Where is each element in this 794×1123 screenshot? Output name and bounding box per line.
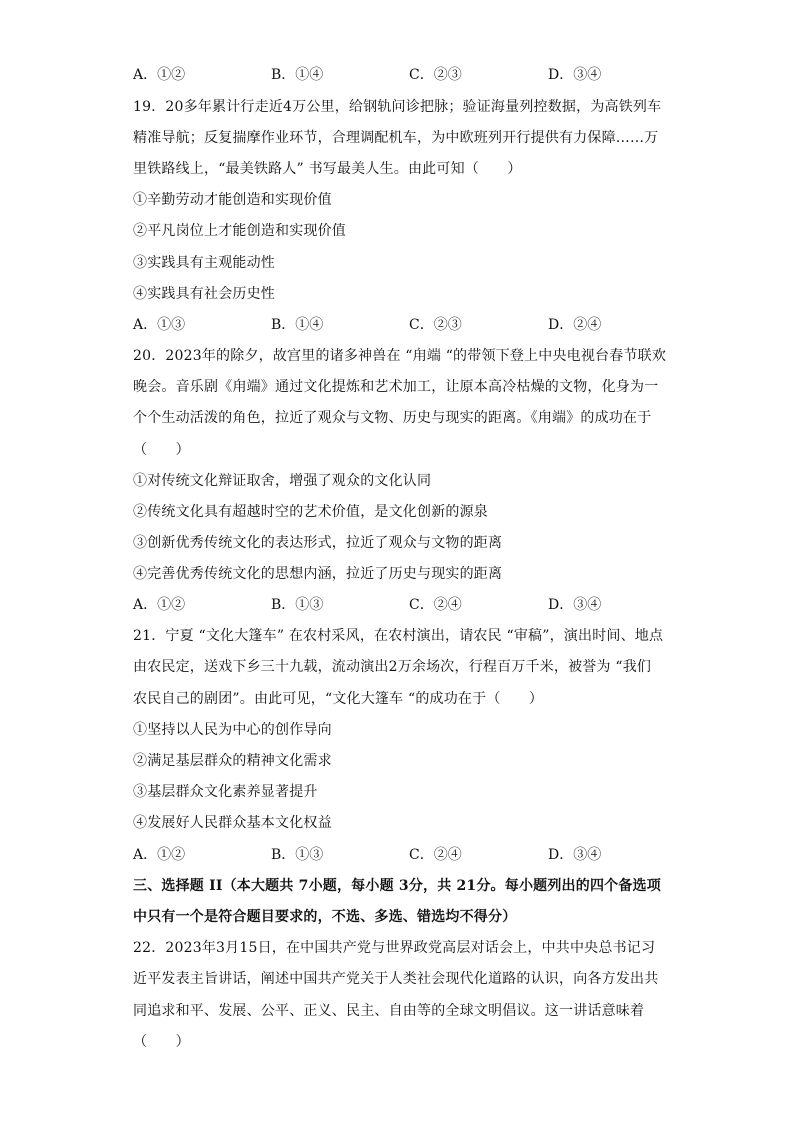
q20-statement-3: ③创新优秀传统文化的表达形式，拉近了观众与文物的距离 [133, 535, 503, 551]
q18-options [133, 65, 663, 85]
q18-option-d[interactable]: D．③④ [548, 67, 602, 83]
q21-option-b[interactable]: B．①③ [271, 847, 324, 863]
q20-options [133, 595, 663, 615]
q20-option-b[interactable]: B．①③ [271, 597, 324, 613]
q20-stem-line-2: 晚会。音乐剧《甪端》通过文化提炼和艺术加工，让原本高冷枯燥的文物，化身为一 [133, 379, 659, 395]
q21-statement-4: ④发展好人民群众基本文化权益 [133, 815, 332, 831]
q21-stem-line-2: 由农民定，送戏下乡三十九载，流动演出2万余场次，行程百万千米，被誉为 “我们 [133, 659, 652, 675]
q20-statement-4: ④完善优秀传统文化的思想内涵，拉近了历史与现实的距离 [133, 566, 503, 582]
section-3-heading-line-1: 三、选择题 II（本大题共 7小题，每小题 3分，共 21分。每小题列出的四个备选项 [133, 878, 661, 894]
q21-options [133, 845, 663, 865]
section-3-heading-line-2: 中只有一个是符合题目要求的，不选、多选、错选均不得分） [133, 909, 517, 925]
q18-option-c[interactable]: C．②③ [409, 67, 462, 83]
q19-stem-line-3: 里铁路线上，“最美铁路人” 书写最美人生。由此可知（ ） [133, 161, 522, 177]
q18-option-a[interactable]: A．①② [133, 67, 186, 83]
q19-option-c[interactable]: C．②③ [409, 317, 462, 333]
q20-stem-line-4: （ ） [133, 442, 190, 458]
q19-statement-3: ③实践具有主观能动性 [133, 255, 275, 271]
q19-stem-line-2: 精准导航；反复揣摩作业环节，合理调配机车，为中欧班列开行提供有力保障……万 [133, 130, 659, 146]
q21-statement-1: ①坚持以人民为中心的创作导向 [133, 722, 332, 738]
q20-statement-1: ①对传统文化辩证取舍，增强了观众的文化认同 [133, 473, 432, 489]
q19-option-a[interactable]: A．①③ [133, 317, 186, 333]
q21-stem-line-1: 21．宁夏 “文化大篷车” 在农村采风，在农村演出，请农民 “审稿”，演出时间、地点 [133, 628, 664, 644]
q22-stem-line-3: 同追求和平、发展、公平、正义、民主、自由等的全球文明倡议。这一讲话意味着 [133, 1003, 645, 1019]
q21-option-c[interactable]: C．②④ [409, 847, 462, 863]
q20-option-c[interactable]: C．②④ [409, 597, 462, 613]
q20-stem-line-1: 20．2023年的除夕，故宫里的诸多神兽在 “甪端 “的带领下登上中央电视台春节联欢 [133, 348, 667, 364]
q21-option-a[interactable]: A．①② [133, 847, 186, 863]
q19-statement-1: ①辛勤劳动才能创造和实现价值 [133, 192, 332, 208]
q19-stem-line-1: 19．20多年累计行走近4万公里，给钢轨问诊把脉；验证海量列控数据，为高铁列车 [133, 99, 662, 115]
q22-stem-line-4: （ ） [133, 1034, 190, 1050]
q20-option-a[interactable]: A．①② [133, 597, 186, 613]
q19-option-d[interactable]: D．②④ [548, 317, 602, 333]
q21-option-d[interactable]: D．③④ [548, 847, 602, 863]
q21-stem-line-3: 农民自己的剧团”。由此可见，“文化大篷车 “的成功在于（ ） [133, 691, 544, 707]
q19-statement-2: ②平凡岗位上才能创造和实现价值 [133, 223, 346, 239]
q21-statement-3: ③基层群众文化素养显著提升 [133, 784, 318, 800]
q19-options [133, 315, 663, 335]
q20-statement-2: ②传统文化具有超越时空的艺术价值，是文化创新的源泉 [133, 504, 488, 520]
q22-stem-line-1: 22．2023年3月15日，在中国共产党与世界政党高层对话会上，中共中央总书记习 [133, 940, 656, 956]
q22-stem-line-2: 近平发表主旨讲话，阐述中国共产党关于人类社会现代化道路的认识，向各方发出共 [133, 971, 659, 987]
q20-stem-line-3: 个个生动活泼的角色，拉近了观众与文物、历史与现实的距离。《甪端》的成功在于 [133, 410, 652, 426]
q18-option-b[interactable]: B．①④ [271, 67, 324, 83]
q20-option-d[interactable]: D．③④ [548, 597, 602, 613]
q19-option-b[interactable]: B．①④ [271, 317, 324, 333]
q19-statement-4: ④实践具有社会历史性 [133, 286, 275, 302]
q21-statement-2: ②满足基层群众的精神文化需求 [133, 753, 332, 769]
